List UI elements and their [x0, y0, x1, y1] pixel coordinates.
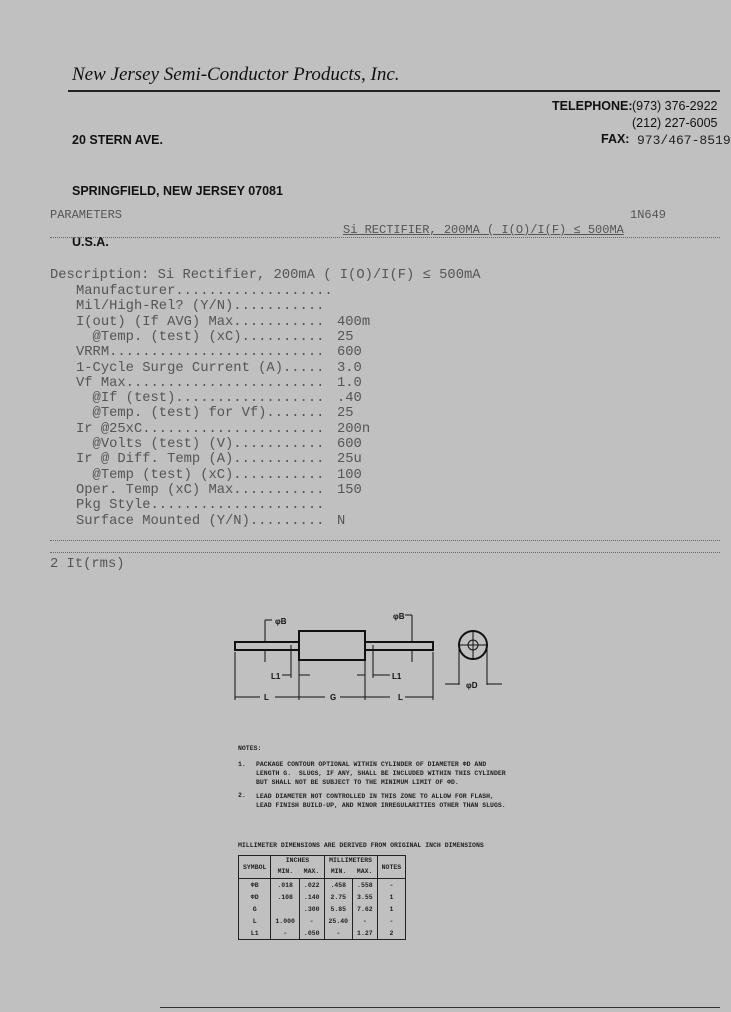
part-number: 1N649 — [630, 208, 667, 222]
table-cell: - — [299, 915, 324, 927]
parameter-value: 400m — [337, 314, 371, 330]
l-label-left: L — [264, 693, 269, 702]
note-2: 2. — [238, 792, 246, 799]
header-symbol: SYMBOL — [239, 856, 271, 879]
address — [72, 98, 283, 268]
parameter-label: @If (test).................. — [76, 391, 325, 407]
parameter-label: Vf Max........................ — [76, 375, 325, 391]
divider — [50, 552, 720, 553]
phi-d-label: φD — [466, 681, 478, 690]
table-cell: 5.85 — [324, 903, 353, 915]
parameter-value: 25 — [337, 406, 354, 422]
table-cell: 1 — [377, 903, 406, 915]
address-line: U.S.A. — [72, 235, 109, 249]
notes-title: NOTES: — [238, 745, 262, 752]
parameters-title: PARAMETERS — [50, 208, 123, 222]
note-line: LEAD DIAMETER NOT CONTROLLED IN THIS ZONE TO ALLOW FOR FLASH, — [256, 793, 494, 800]
table-cell: .022 — [299, 879, 324, 892]
parameter-label: @Temp. (test) for Vf)....... — [76, 406, 325, 422]
g-label: G — [330, 693, 337, 702]
table-cell: L1 — [239, 927, 271, 940]
note-2-text — [256, 792, 506, 810]
parameter-value: 100 — [337, 467, 362, 483]
table-cell — [271, 903, 300, 915]
header-max: MAX. — [353, 864, 378, 879]
header-mm: MILLIMETERS — [324, 856, 377, 865]
parameter-label: @Temp. (test) (xC).......... — [76, 329, 325, 345]
table-cell: .458 — [324, 879, 353, 892]
bottom-rule — [160, 1007, 720, 1008]
table-cell: 2.75 — [324, 891, 353, 903]
part-subtitle: Si RECTIFIER, 200MA ( I(O)/I(F) ≤ 500MA — [343, 223, 624, 237]
l1-label-left: L1 — [271, 672, 281, 681]
divider — [50, 540, 720, 541]
header-max: MAX. — [299, 864, 324, 879]
table-row — [239, 927, 406, 940]
table-cell: - — [353, 915, 378, 927]
header-min: MIN. — [324, 864, 353, 879]
note-1-text — [256, 760, 506, 787]
address-line: SPRINGFIELD, NEW JERSEY 07081 — [72, 184, 283, 198]
telephone-2: (212) 227-6005 — [632, 116, 718, 130]
telephone-label: TELEPHONE: — [552, 99, 633, 113]
parameter-value: 3.0 — [337, 360, 362, 376]
parameter-label: VRRM.......................... — [76, 345, 325, 361]
table-cell: - — [271, 927, 300, 940]
phi-b-label-right: φB — [393, 612, 405, 621]
telephone-1: (973) 376-2922 — [632, 99, 718, 113]
dimensions-table — [238, 855, 406, 940]
parameter-label: Oper. Temp (xC) Max........... — [76, 482, 325, 498]
parameter-value: 600 — [337, 437, 362, 452]
table-cell: .300 — [299, 903, 324, 915]
company-logo: New Jersey Semi-Conductor Products, Inc. — [72, 64, 400, 85]
parameter-label: @Volts (test) (V)........... — [76, 437, 325, 452]
table-cell: 25.40 — [324, 915, 353, 927]
parameter-label: I(out) (If AVG) Max........... — [76, 314, 325, 330]
parameter-label: 1-Cycle Surge Current (A)..... — [76, 360, 325, 376]
note-line: BUT SHALL NOT BE SUBJECT TO THE MINIMUM LIMIT OF ΦD. — [256, 779, 459, 786]
parameter-label: Ir @25xC...................... — [76, 421, 325, 437]
parameter-value: 600 — [337, 345, 362, 361]
table-cell: - — [377, 915, 406, 927]
package-diagram — [220, 600, 510, 710]
note-line: LENGTH G. SLUGS, IF ANY, SHALL BE INCLUDED WITHIN THIS CYLINDER — [256, 770, 506, 777]
table-cell: .140 — [299, 891, 324, 903]
table-cell: ΦB — [239, 879, 271, 892]
fax-label: FAX: — [601, 132, 630, 146]
table-cell: 1 — [377, 891, 406, 903]
parameter-value: 25u — [337, 452, 362, 468]
table-row — [239, 891, 406, 903]
parameter-value: 25 — [337, 329, 354, 345]
table-row — [239, 903, 406, 915]
header-min: MIN. — [271, 864, 300, 879]
parameter-value: 200n — [337, 421, 371, 437]
divider — [50, 237, 720, 238]
diode-body — [299, 631, 365, 660]
parameter-value: 150 — [337, 482, 362, 498]
parameter-label: Manufacturer................... — [76, 284, 333, 299]
table-cell: 7.62 — [353, 903, 378, 915]
note-line: PACKAGE CONTOUR OPTIONAL WITHIN CYLINDER OF DIAMETER ΦD AND — [256, 761, 487, 768]
table-cell: L — [239, 915, 271, 927]
l1-label-right: L1 — [392, 672, 402, 681]
table-cell: 1.27 — [353, 927, 378, 940]
table-row — [239, 879, 406, 892]
mm-note: MILLIMETER DIMENSIONS ARE DERIVED FROM ORIGINAL INCH DIMENSIONS — [238, 842, 484, 849]
table-cell: .558 — [353, 879, 378, 892]
footnote: 2 It(rms) — [50, 557, 125, 572]
note-number: 1. — [238, 761, 246, 768]
parameter-label: Ir @ Diff. Temp (A)........... — [76, 452, 325, 468]
parameter-label: Pkg Style..................... — [76, 498, 325, 514]
l-label-right: L — [398, 693, 403, 702]
phi-b-label-left: φB — [275, 617, 287, 626]
parameter-value: N — [337, 513, 346, 529]
header-rule — [68, 90, 720, 92]
table-cell: 3.55 — [353, 891, 378, 903]
table-cell: G — [239, 903, 271, 915]
table-row — [239, 915, 406, 927]
table-cell: - — [324, 927, 353, 940]
parameter-label: Surface Mounted (Y/N)......... — [76, 513, 325, 529]
header-notes: NOTES — [377, 856, 406, 879]
table-cell: .108 — [271, 891, 300, 903]
table-cell: .050 — [299, 927, 324, 940]
table-cell: - — [377, 879, 406, 892]
address-line: 20 STERN AVE. — [72, 133, 163, 147]
fax-number: 973/467-8519 — [637, 133, 731, 148]
parameter-label: Mil/High-Rel? (Y/N)........... — [76, 299, 325, 315]
parameter-value: 1.0 — [337, 375, 362, 391]
header-inches: INCHES — [271, 856, 324, 865]
note-1 — [238, 760, 246, 769]
table-cell: 1.000 — [271, 915, 300, 927]
note-line: LEAD FINISH BUILD-UP, AND MINOR IRREGULARITIES OTHER THAN SLUGS. — [256, 802, 506, 809]
parameter-label: @Temp (test) (xC)........... — [76, 467, 325, 483]
table-cell: 2 — [377, 927, 406, 940]
table-cell: .018 — [271, 879, 300, 892]
description: Description: Si Rectifier, 200mA ( I(O)/I(F) ≤ 500mA — [50, 268, 481, 283]
table-cell: ΦD — [239, 891, 271, 903]
parameter-value: .40 — [337, 391, 362, 407]
